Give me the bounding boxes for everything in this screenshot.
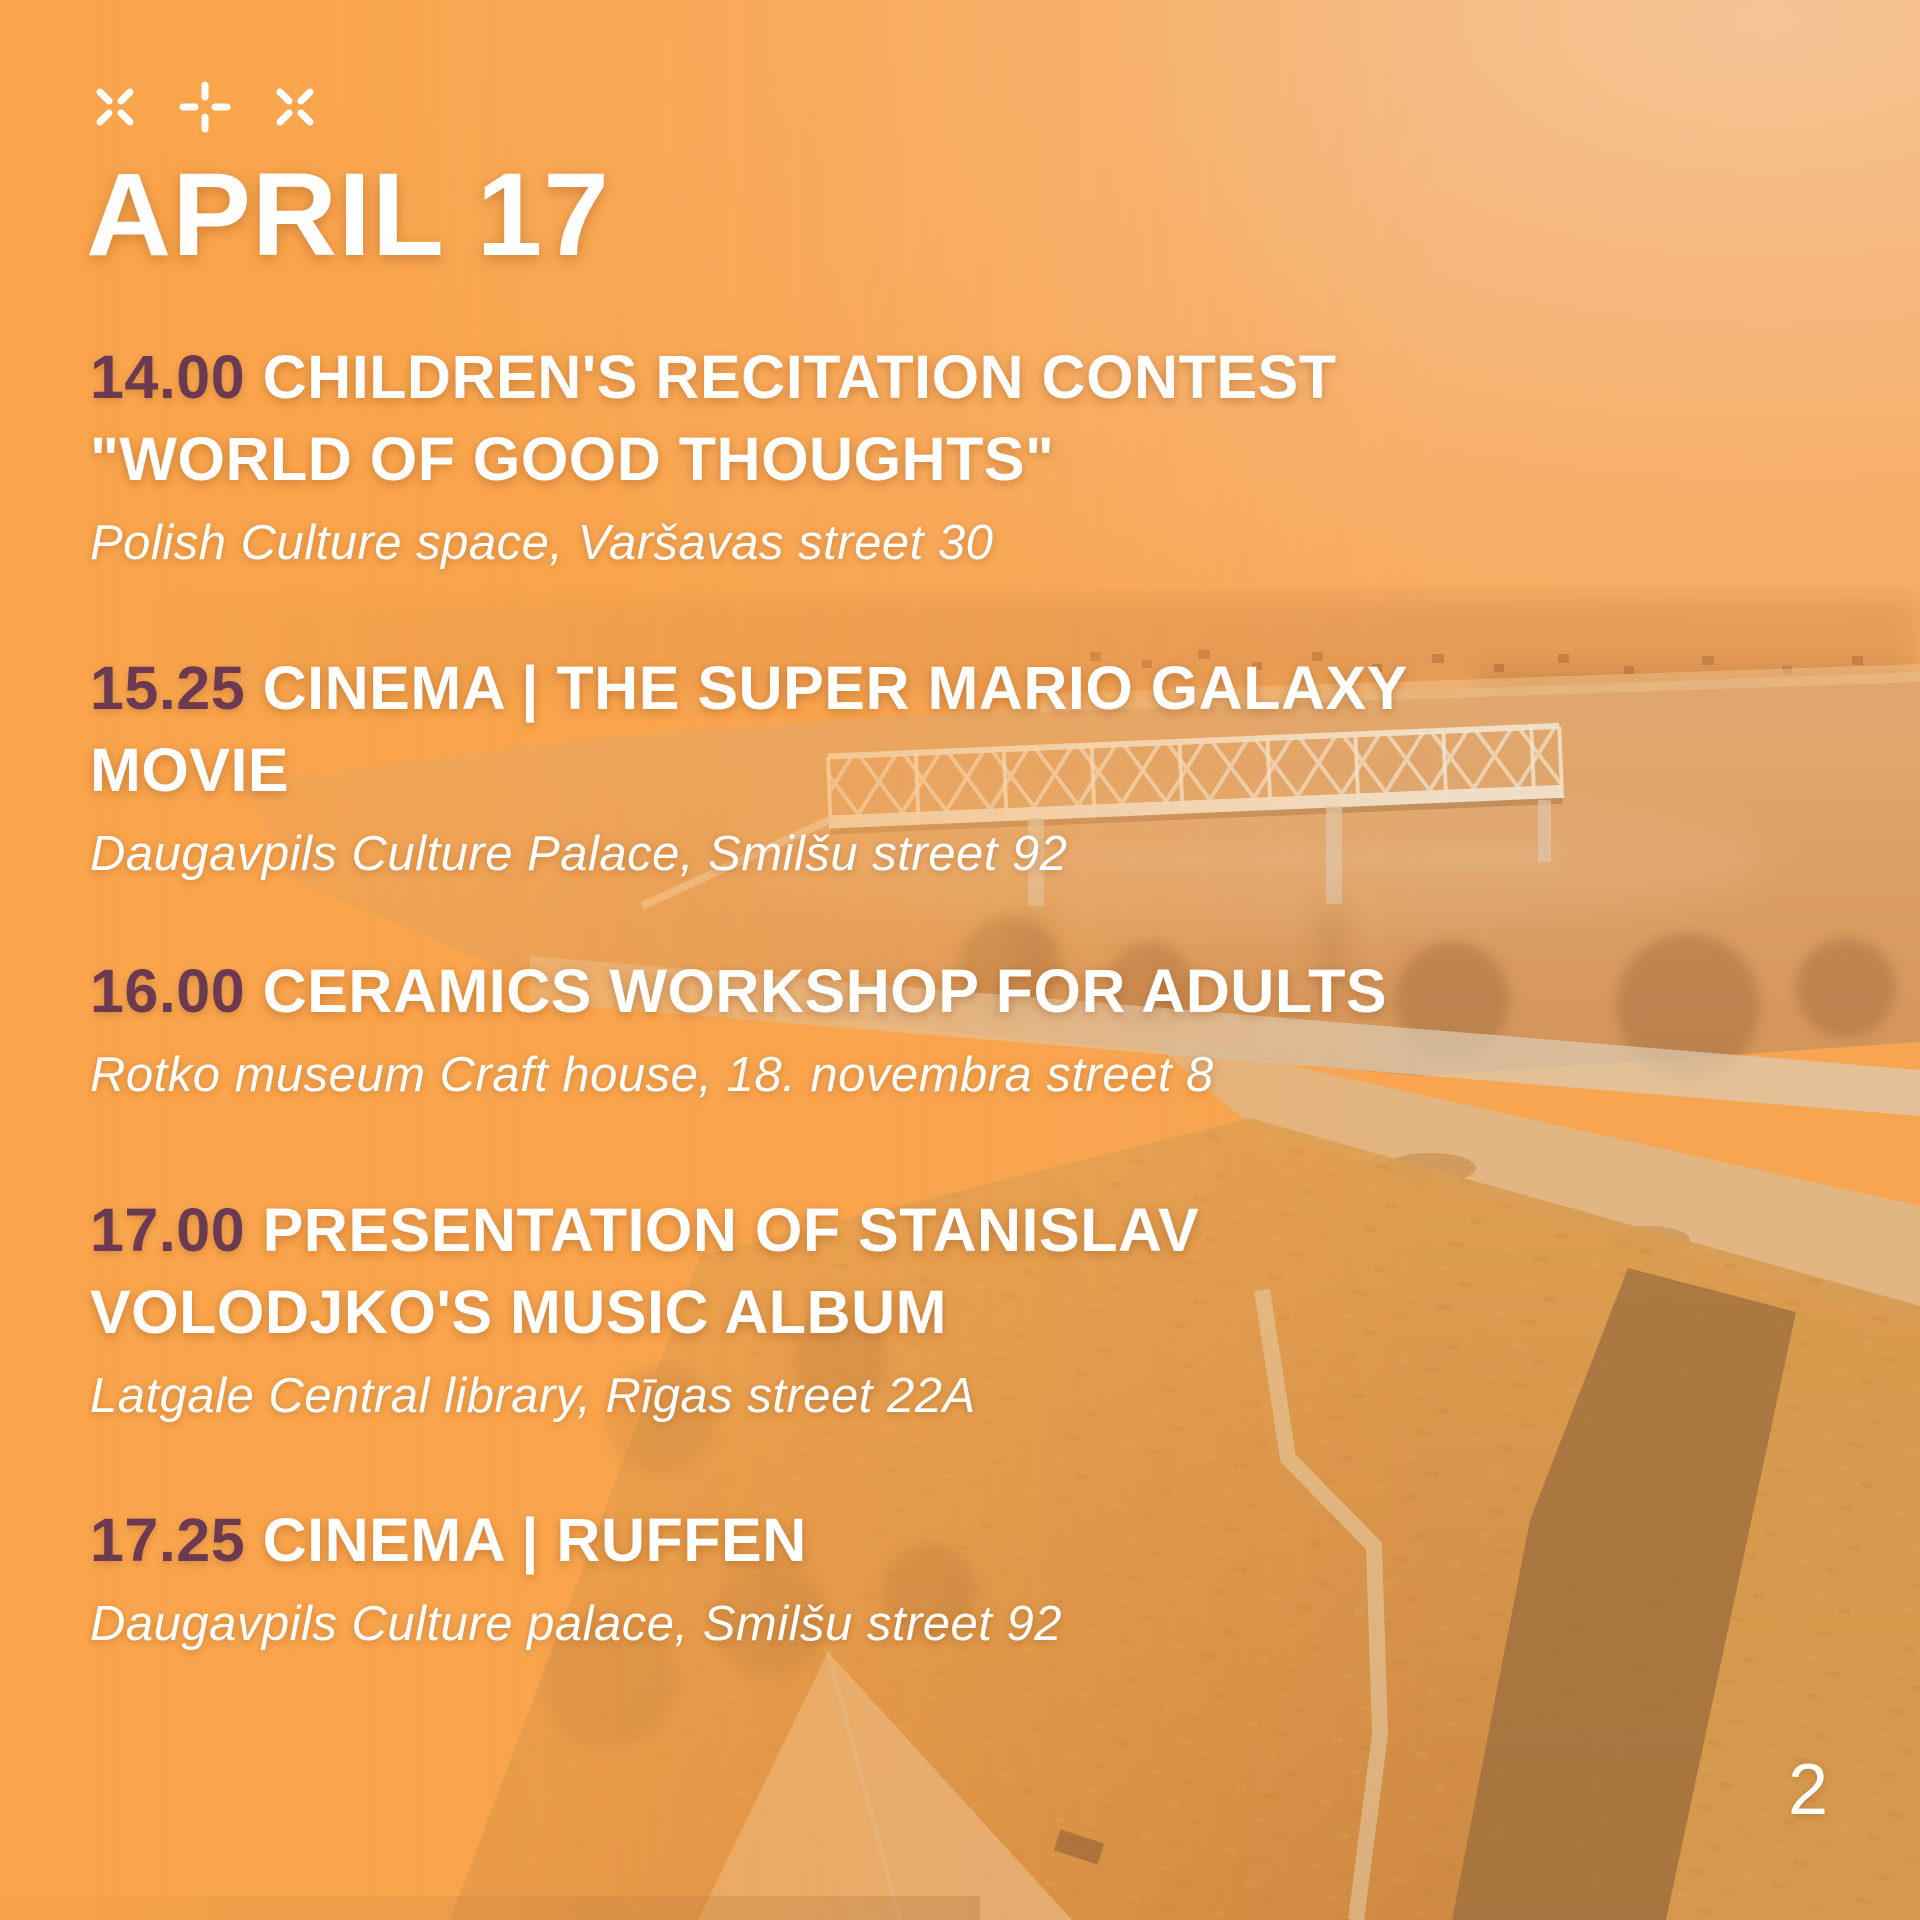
event-time: 17.00 [90, 1196, 246, 1264]
event-location: Rotko museum Craft house, 18. novembra street 8 [90, 1048, 1214, 1102]
event-time: 14.00 [90, 343, 246, 411]
sparkle-plus-icon [178, 80, 232, 134]
decor-sparkles [92, 80, 318, 134]
event-item [90, 1499, 1500, 1653]
event-item [90, 647, 1500, 883]
event-item [90, 336, 1500, 572]
event-name: CINEMA | THE SUPER MARIO GALAXY MOVIE [90, 654, 1407, 804]
event-name: CHILDREN'S RECITATION CONTEST "WORLD OF GOOD THOUGHTS" [90, 343, 1337, 493]
sparkle-x-icon [92, 84, 138, 130]
event-location: Latgale Central library, Rīgas street 22A [90, 1369, 976, 1423]
event-title [90, 950, 1500, 1032]
event-location: Polish Culture space, Varšavas street 30 [90, 516, 994, 570]
event-item [90, 1189, 1500, 1425]
event-item [90, 950, 1500, 1104]
event-location: Daugavpils Culture palace, Smilšu street 92 [90, 1597, 1063, 1651]
event-name: CINEMA | RUFFEN [262, 1506, 807, 1574]
event-name: CERAMICS WORKSHOP FOR ADULTS [262, 957, 1388, 1025]
event-title [90, 1189, 1500, 1353]
event-location: Daugavpils Culture Palace, Smilšu street 92 [90, 827, 1068, 881]
sparkle-x-icon [272, 84, 318, 130]
page-number: 2 [1787, 1750, 1828, 1830]
event-title [90, 336, 1500, 500]
event-time: 16.00 [90, 957, 246, 1025]
event-name: PRESENTATION OF STANISLAV VOLODJKO'S MUSIC ALBUM [90, 1196, 1200, 1346]
event-time: 17.25 [90, 1506, 246, 1574]
event-title [90, 647, 1500, 811]
event-title [90, 1499, 1500, 1581]
page-title: APRIL 17 [86, 149, 610, 281]
event-time: 15.25 [90, 654, 246, 722]
